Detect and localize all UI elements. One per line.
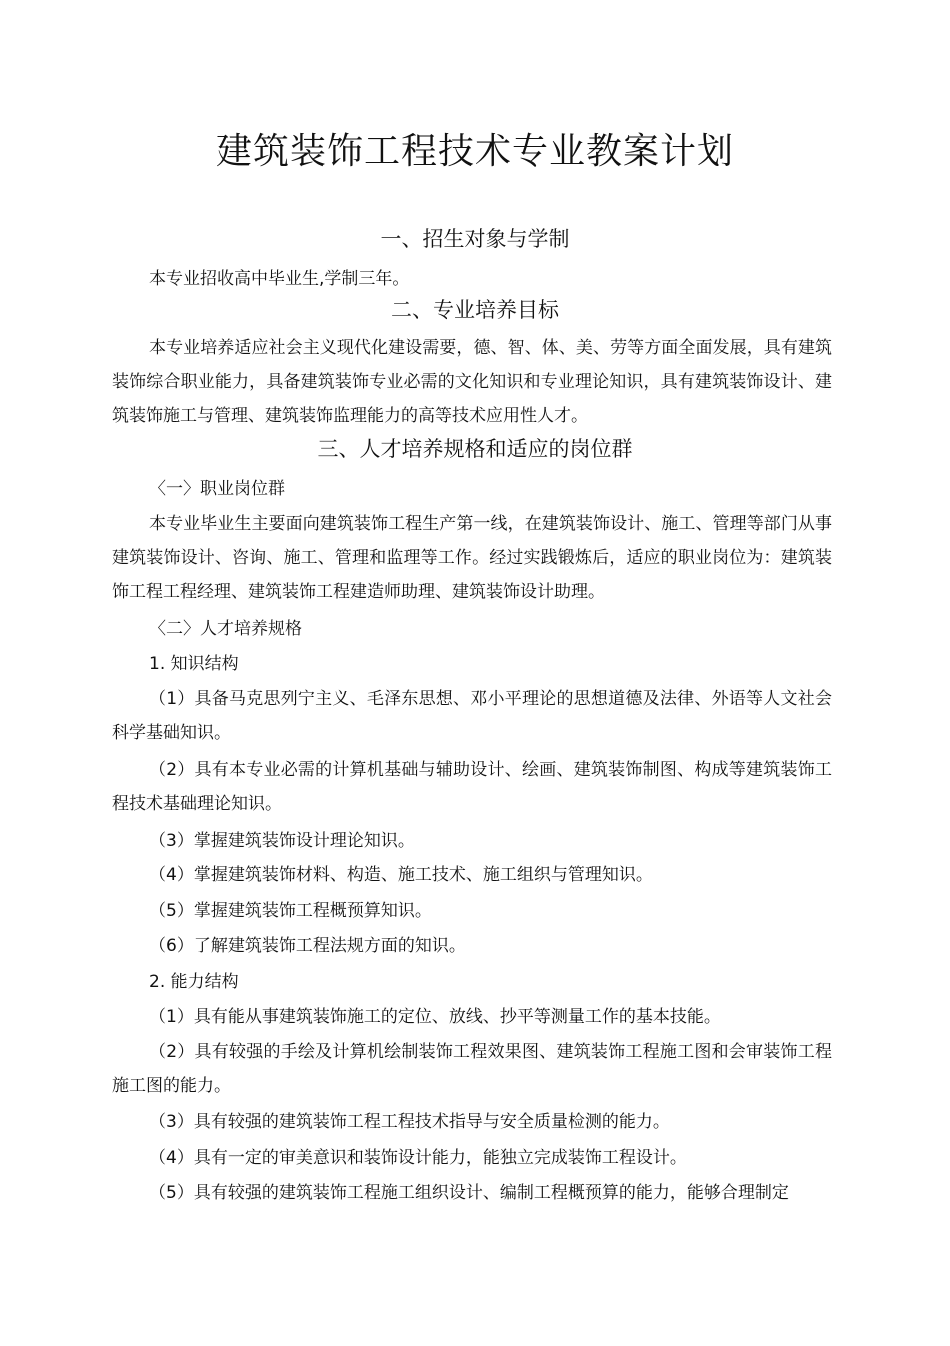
knowledge-item-5: （5）掌握建筑装饰工程概预算知识。	[149, 901, 432, 921]
section-heading-enrollment: 一、招生对象与学制	[380, 227, 570, 251]
job-groups-paragraph: 本专业毕业生主要面向建筑装饰工程生产第一线，在建筑装饰设计、施工、管理等部门从事建筑装饰设计、咨询、施工、管理和监理等工作。经过实践锻炼后，适应的职业岗位为：建筑装饰工程工程经理、建筑装饰工程建造师助理、建筑装饰设计助理。	[112, 514, 832, 602]
knowledge-item-3: （3）掌握建筑装饰设计理论知识。	[149, 831, 415, 851]
ability-structure-heading: 2. 能力结构	[149, 972, 239, 992]
subheading-training-specs: 〈二〉人才培养规格	[149, 619, 302, 639]
knowledge-structure-heading: 1. 知识结构	[149, 654, 239, 674]
section-heading-specifications: 三、人才培养规格和适应的岗位群	[317, 437, 633, 461]
enrollment-paragraph: 本专业招收高中毕业生,学制三年。	[149, 269, 410, 289]
knowledge-item-2: （2）具有本专业必需的计算机基础与辅助设计、绘画、建筑装饰制图、构成等建筑装饰工程技术基础理论知识。	[112, 760, 832, 814]
ability-item-2: （2）具有较强的手绘及计算机绘制装饰工程效果图、建筑装饰工程施工图和会审装饰工程施工图的能力。	[112, 1042, 832, 1096]
subheading-job-groups: 〈一〉职业岗位群	[149, 479, 285, 499]
ability-item-1: （1）具有能从事建筑装饰施工的定位、放线、抄平等测量工作的基本技能。	[149, 1007, 721, 1027]
knowledge-item-1: （1）具备马克思列宁主义、毛泽东思想、邓小平理论的思想道德及法律、外语等人文社会科学基础知识。	[112, 689, 832, 743]
knowledge-item-4: （4）掌握建筑装饰材料、构造、施工技术、施工组织与管理知识。	[149, 865, 653, 885]
ability-item-4: （4）具有一定的审美意识和装饰设计能力，能独立完成装饰工程设计。	[149, 1148, 687, 1168]
knowledge-item-6: （6）了解建筑装饰工程法规方面的知识。	[149, 936, 466, 956]
page-title: 建筑装饰工程技术专业教案计划	[215, 131, 734, 172]
section-heading-objectives: 二、专业培养目标	[391, 298, 559, 322]
ability-item-3: （3）具有较强的建筑装饰工程工程技术指导与安全质量检测的能力。	[149, 1112, 670, 1132]
ability-item-5: （5）具有较强的建筑装饰工程施工组织设计、编制工程概预算的能力，能够合理制定	[149, 1183, 789, 1203]
objectives-paragraph: 本专业培养适应社会主义现代化建设需要，德、智、体、美、劳等方面全面发展，具有建筑装饰综合职业能力，具备建筑装饰专业必需的文化知识和专业理论知识，具有建筑装饰设计、建筑装饰施工与管理、建筑装饰监理能力的高等技术应用性人才。	[112, 338, 832, 426]
